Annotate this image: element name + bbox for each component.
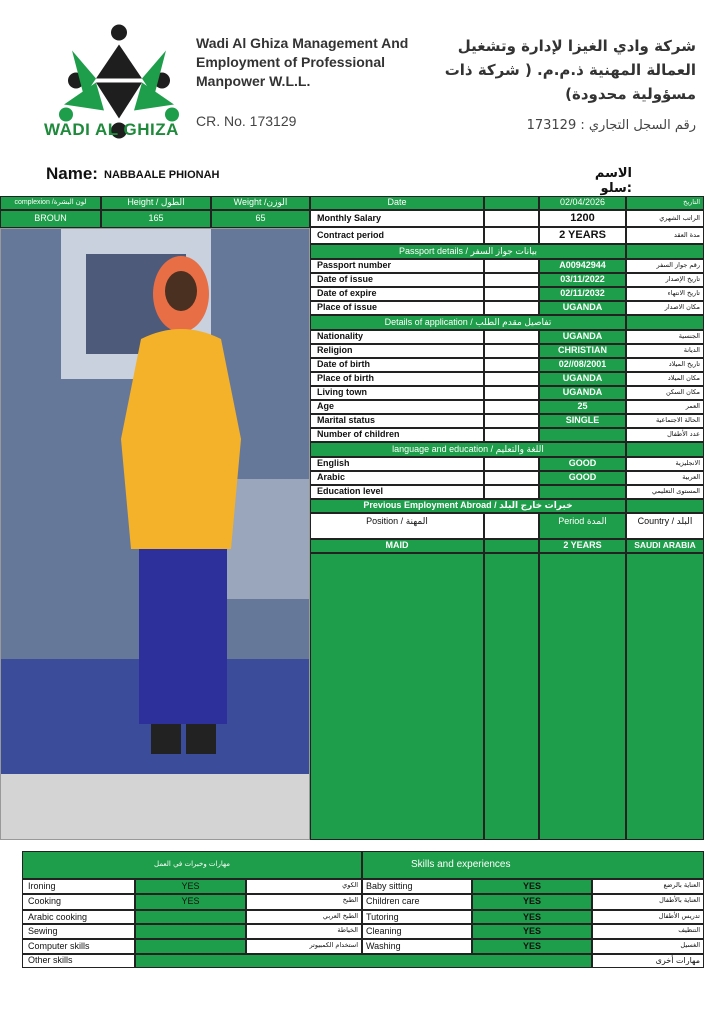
- abroad-filler: [626, 553, 704, 840]
- company-header: [0, 0, 720, 160]
- detail-label-ar: مدة العقد: [626, 227, 704, 244]
- detail-value: UGANDA: [539, 301, 626, 315]
- detail-empty: [484, 330, 539, 344]
- skill-label: Computer skills: [22, 939, 135, 954]
- detail-empty: [484, 400, 539, 414]
- abroad-empty: [484, 539, 539, 553]
- skill-label-ar: الغسيل: [592, 939, 704, 954]
- name-label: Name:: [46, 164, 98, 183]
- detail-empty: [484, 414, 539, 428]
- skill-value: YES: [472, 924, 592, 939]
- name-label-ar: الاسم :سلو: [594, 166, 632, 196]
- detail-value: 2 YEARS: [539, 227, 626, 244]
- cr-number-en: CR. No. 173129: [196, 113, 297, 129]
- detail-value: A00942944: [539, 259, 626, 273]
- weight-value: 65: [211, 210, 310, 228]
- abroad-col-position: Position / المهنة: [310, 513, 484, 539]
- skill-label-ar: العناية بالرضع: [592, 879, 704, 894]
- detail-label: Date of issue: [310, 273, 484, 287]
- skill-label-ar: الخياطة: [246, 924, 362, 939]
- person-photo-icon: [1, 229, 310, 774]
- skill-label: Cooking: [22, 894, 135, 910]
- detail-label: Passport number: [310, 259, 484, 273]
- company-name-en: Wadi Al Ghiza Management And Employment of Professional Manpower W.L.L.: [196, 35, 409, 89]
- detail-label-ar: مكان الميلاد: [626, 372, 704, 386]
- skill-value: [135, 924, 246, 939]
- detail-value: UGANDA: [539, 372, 626, 386]
- detail-empty: [484, 358, 539, 372]
- abroad-header-end: [626, 499, 704, 513]
- detail-label: Place of birth: [310, 372, 484, 386]
- skill-value: YES: [472, 894, 592, 910]
- detail-label: Age: [310, 400, 484, 414]
- abroad-period: 2 YEARS: [539, 539, 626, 553]
- detail-value: [539, 485, 626, 499]
- other-skills-label-ar: مهارات أخرى: [592, 954, 704, 968]
- complexion-value: BROUN: [0, 210, 101, 228]
- detail-label: Date of birth: [310, 358, 484, 372]
- detail-empty: [484, 457, 539, 471]
- detail-value: UGANDA: [539, 330, 626, 344]
- detail-value: CHRISTIAN: [539, 344, 626, 358]
- skill-label: Cleaning: [362, 924, 472, 939]
- skill-label: Tutoring: [362, 910, 472, 924]
- abroad-filler: [310, 553, 484, 840]
- skill-value: YES: [135, 894, 246, 910]
- detail-value: 25: [539, 400, 626, 414]
- abroad-position: MAID: [310, 539, 484, 553]
- detail-label: Religion: [310, 344, 484, 358]
- detail-label-ar: تاريخ الانتهاء: [626, 287, 704, 301]
- cr-number-ar: رقم السجل التجاري : 173129: [526, 118, 696, 133]
- detail-empty: [484, 372, 539, 386]
- passport-section-header-end: [626, 244, 704, 259]
- date-empty: [484, 196, 539, 210]
- abroad-col-period: Period المدة: [539, 513, 626, 539]
- detail-empty: [484, 287, 539, 301]
- photo-image: [1, 229, 310, 774]
- detail-label-ar: الديانة: [626, 344, 704, 358]
- skill-label: Sewing: [22, 924, 135, 939]
- skill-label-ar: تدريس الأطفال: [592, 910, 704, 924]
- detail-label: Marital status: [310, 414, 484, 428]
- detail-empty: [484, 485, 539, 499]
- language-section-header: language and education / اللغة والتعليم: [310, 442, 626, 457]
- other-skills-value: [135, 954, 592, 968]
- detail-label-ar: تاريخ الميلاد: [626, 358, 704, 372]
- skill-label: Washing: [362, 939, 472, 954]
- abroad-col-empty: [484, 513, 539, 539]
- detail-value: 03/11/2022: [539, 273, 626, 287]
- skill-label: Ironing: [22, 879, 135, 894]
- detail-label-ar: الجنسية: [626, 330, 704, 344]
- detail-empty: [484, 344, 539, 358]
- abroad-filler: [539, 553, 626, 840]
- detail-label: Living town: [310, 386, 484, 400]
- name-row: [0, 162, 720, 196]
- application-section-header: Details of application / تفاصيل مقدم الطلب: [310, 315, 626, 330]
- detail-empty: [484, 428, 539, 442]
- detail-label-ar: الحالة الاجتماعية: [626, 414, 704, 428]
- detail-value: 02//08/2001: [539, 358, 626, 372]
- detail-value: SINGLE: [539, 414, 626, 428]
- detail-label-ar: المستوى التعليمي: [626, 485, 704, 499]
- detail-empty: [484, 471, 539, 485]
- detail-value: GOOD: [539, 471, 626, 485]
- candidate-photo: [0, 228, 310, 840]
- detail-label-ar: العمر: [626, 400, 704, 414]
- skill-label-ar: التنظيف: [592, 924, 704, 939]
- detail-label-ar: مكان السكن: [626, 386, 704, 400]
- skills-header-ar: مهارات وخبرات في العمل: [22, 851, 362, 879]
- date-label: Date: [310, 196, 484, 210]
- detail-value: 02/11/2032: [539, 287, 626, 301]
- detail-empty: [484, 227, 539, 244]
- detail-empty: [484, 301, 539, 315]
- detail-label: Place of issue: [310, 301, 484, 315]
- skill-label-ar: العناية بالأطفال: [592, 894, 704, 910]
- skill-label-ar: الكوي: [246, 879, 362, 894]
- detail-label-ar: مكان الاصدار: [626, 301, 704, 315]
- language-section-header-end: [626, 442, 704, 457]
- detail-empty: [484, 259, 539, 273]
- skill-label-ar: الطبخ: [246, 894, 362, 910]
- detail-label-ar: رقم جواز السفر: [626, 259, 704, 273]
- skill-label: Baby sitting: [362, 879, 472, 894]
- detail-value: GOOD: [539, 457, 626, 471]
- weight-header: Weight /الوزن: [211, 196, 310, 210]
- abroad-section-header: Previous Employment Abroad / خبرات خارج البلد: [310, 499, 626, 513]
- skill-label-ar: استخدام الكمبيوتر: [246, 939, 362, 954]
- skill-value: [135, 910, 246, 924]
- detail-empty: [484, 210, 539, 227]
- date-value: 02/04/2026: [539, 196, 626, 210]
- abroad-filler: [484, 553, 539, 840]
- detail-value: UGANDA: [539, 386, 626, 400]
- detail-label-ar: عدد الأطفال: [626, 428, 704, 442]
- skill-value: YES: [135, 879, 246, 894]
- skill-value: [135, 939, 246, 954]
- skill-label: Children care: [362, 894, 472, 910]
- skill-value: YES: [472, 879, 592, 894]
- date-label-ar: التاريخ: [626, 196, 704, 210]
- detail-label: Monthly Salary: [310, 210, 484, 227]
- application-section-header-end: [626, 315, 704, 330]
- detail-label: English: [310, 457, 484, 471]
- abroad-col-country: Country / البلد: [626, 513, 704, 539]
- detail-label-ar: العربية: [626, 471, 704, 485]
- logo-text: WADI AL GHIZA: [44, 120, 179, 139]
- detail-label: Nationality: [310, 330, 484, 344]
- detail-value: [539, 428, 626, 442]
- detail-label-ar: الراتب الشهري: [626, 210, 704, 227]
- passport-section-header: Passport details / بيانات جواز السفر: [310, 244, 626, 259]
- skill-label-ar: الطبخ العربي: [246, 910, 362, 924]
- name-value: NABBAALE PHIONAH: [104, 169, 220, 181]
- detail-label-ar: الانجليزية: [626, 457, 704, 471]
- detail-label-ar: تاريخ الإصدار: [626, 273, 704, 287]
- detail-label: Date of expire: [310, 287, 484, 301]
- complexion-header: complexion /لون البشرة: [0, 196, 101, 210]
- skill-value: YES: [472, 939, 592, 954]
- skill-value: YES: [472, 910, 592, 924]
- skill-label: Arabic cooking: [22, 910, 135, 924]
- skills-header-en: Skills and experiences: [362, 851, 704, 879]
- detail-label: Arabic: [310, 471, 484, 485]
- detail-empty: [484, 273, 539, 287]
- detail-label: Contract period: [310, 227, 484, 244]
- abroad-country: SAUDI ARABIA: [626, 539, 704, 553]
- detail-label: Education level: [310, 485, 484, 499]
- company-name-ar: شركة وادي الغيزا لإدارة وتشغيل العمالة المهنية ذ.م.م. ( شركة ذات مسؤولية محدودة): [444, 37, 696, 103]
- detail-label: Number of children: [310, 428, 484, 442]
- detail-empty: [484, 386, 539, 400]
- detail-value: 1200: [539, 210, 626, 227]
- height-header: Height / الطول: [101, 196, 211, 210]
- height-value: 165: [101, 210, 211, 228]
- other-skills-label: Other skills: [22, 954, 135, 968]
